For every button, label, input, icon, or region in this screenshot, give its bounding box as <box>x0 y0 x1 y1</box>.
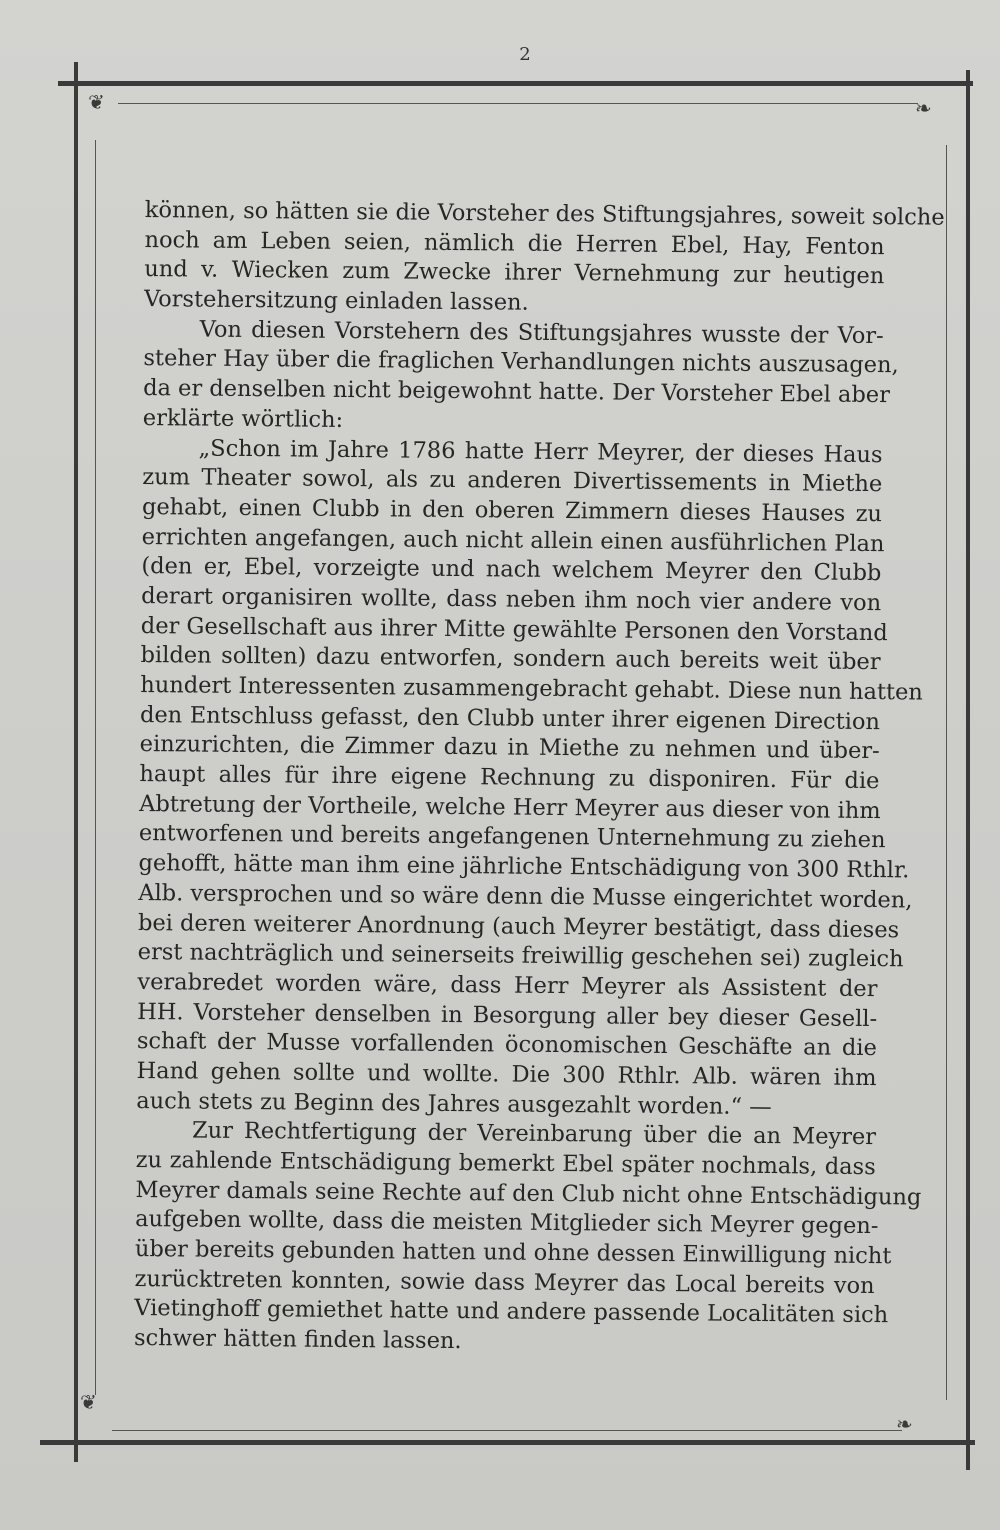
corner-ornament-bottom-left-icon: ❦ <box>80 1390 97 1414</box>
text-line: Von diesen Vorstehern des Stiftungsjahres wusste der Vor- <box>199 316 884 349</box>
text-line: der Gesellschaft aus ihrer Mitte gewählte Personen den Vorstand <box>140 612 888 646</box>
frame-left-rule <box>74 62 78 1462</box>
text-line: „Schon im Jahre 1786 hatte Herr Meyrer, der dieses Haus <box>198 435 883 468</box>
text-line: Abtretung der Vortheile, welche Herr Meyrer aus dieser von ihm <box>139 790 881 824</box>
text-line: Vorstehersitzung einladen lassen. <box>143 286 529 316</box>
text-line: und v. Wiecken zum Zwecke ihrer Vernehmung zur heutigen <box>144 256 885 290</box>
corner-ornament-top-right-icon: ❧ <box>915 96 932 120</box>
text-line: entworfenen und bereits angefangenen Unternehmung zu ziehen <box>138 820 886 854</box>
text-line: verabredet worden wäre, dass Herr Meyrer als Assistent der <box>137 968 878 1002</box>
text-line: Hand gehen sollte und wollte. Die 300 Rthlr. Alb. wären ihm <box>136 1057 877 1091</box>
text-line: bilden sollten) dazu entworfen, sondern auch bereits weit über <box>140 642 881 676</box>
text-line: zurücktreten konnten, sowie dass Meyrer das Local bereits von <box>134 1265 875 1299</box>
text-line: hundert Interessenten zusammengebracht gehabt. Diese nun hatten <box>140 671 923 706</box>
text-line: da er denselben nicht beigewohnt hatte. Der Vorsteher Ebel aber <box>143 375 891 409</box>
inner-frame-left <box>95 140 96 1395</box>
text-line: Alb. versprochen und so wäre denn die Musse eingerichtet worden, <box>138 879 913 914</box>
frame-top-rule <box>58 81 973 86</box>
text-line: Zur Rechtfertigung der Vereinbarung über die an Meyrer <box>191 1117 877 1151</box>
inner-frame-top <box>118 103 918 104</box>
text-line: einzurichten, die Zimmer dazu in Miethe zu nehmen und über- <box>139 731 880 765</box>
text-line: Meyrer damals seine Rechte auf den Club nicht ohne Entschädigung <box>135 1176 922 1211</box>
text-line: schwer hätten finden lassen. <box>133 1325 462 1355</box>
text-line: auch stets zu Beginn des Jahres ausgezahlt worden.“ — <box>136 1087 772 1120</box>
text-line: erklärte wörtlich: <box>142 404 344 433</box>
text-line: noch am Leben seien, nämlich die Herren Ebel, Hay, Fenton <box>144 226 885 260</box>
text-line: Vietinghoff gemiethet hatte und andere passende Localitäten sich <box>134 1295 889 1329</box>
body-text <box>133 196 945 1361</box>
inner-frame-bottom <box>112 1430 902 1431</box>
text-line: schaft der Musse vorfallenden öconomischen Geschäfte an die <box>136 1028 877 1062</box>
text-line: erst nachträglich und seinerseits freiwillig geschehen sei) zugleich <box>137 939 904 973</box>
text-line: derart organisiren wollte, dass neben ihm noch vier andere von <box>141 582 882 617</box>
text-line: zu zahlende Entschädigung bemerkt Ebel später nochmals, dass <box>135 1146 876 1181</box>
text-line: über bereits gebunden hatten und ohne dessen Einwilligung nicht <box>134 1236 892 1270</box>
frame-bottom-rule <box>40 1440 975 1445</box>
inner-frame-right <box>946 145 947 1400</box>
text-line: (den er, Ebel, vorzeigte und nach welchem Meyrer den Clubb <box>141 553 882 587</box>
text-line: aufgeben wollte, dass die meisten Mitglieder sich Meyrer gegen- <box>135 1206 879 1240</box>
frame-right-rule <box>966 70 970 1470</box>
text-line: errichten angefangen, auch nicht allein einen ausführlichen Plan <box>141 523 885 557</box>
text-line: zum Theater sowol, als zu anderen Divertissements in Miethe <box>142 464 883 498</box>
text-line: gehabt, einen Clubb in den oberen Zimmern dieses Hauses zu <box>141 493 883 527</box>
text-line: HH. Vorsteher denselben in Besorgung aller bey dieser Gesell- <box>137 998 878 1032</box>
corner-ornament-bottom-right-icon: ❧ <box>896 1412 913 1436</box>
corner-ornament-top-left-icon: ❦ <box>88 90 105 114</box>
text-line: gehofft, hätte man ihm eine jährliche Entschädigung von 300 Rthlr. <box>138 850 910 884</box>
text-line: haupt alles für ihre eigene Rechnung zu disponiren. Für die <box>139 761 880 795</box>
text-line: den Entschluss gefasst, den Clubb unter ihrer eigenen Direction <box>139 701 881 735</box>
text-line: steher Hay über die fraglichen Verhandlungen nichts auszusagen, <box>143 345 899 379</box>
text-line: bei deren weiterer Anordnung (auch Meyrer bestätigt, dass dieses <box>137 909 900 943</box>
text-line: können, so hätten sie die Vorsteher des Stiftungsjahres, soweit solche <box>144 196 945 231</box>
page-number: 2 <box>519 44 531 65</box>
